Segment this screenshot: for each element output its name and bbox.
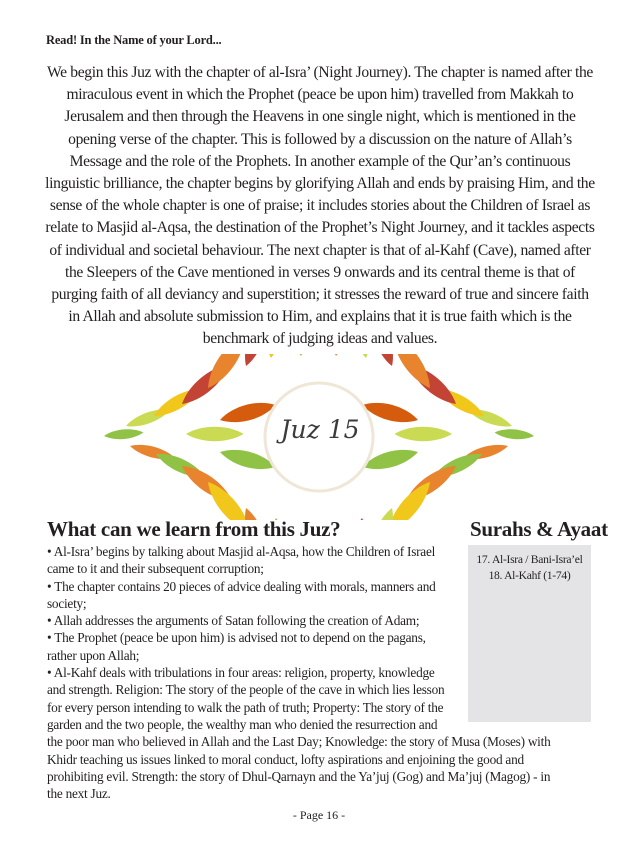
text-line: garden and the two people, the wealthy man who denied the resurrection and [47, 716, 438, 732]
page-number: - Page 16 - [292, 808, 346, 822]
surah-item: 18. Al-Kahf (1-74) [488, 569, 571, 582]
text-line: came to it and their subsequent corruption; [47, 561, 264, 577]
intro-paragraph: We begin this Juz with the chapter of al-Isra’ (Night Journey). The chapter is named after the miraculous event in which the Prophet (peace be upon him) travelled from Makkah to Jerusalem and then through the Heavens in one single night, which is mentioned in the opening verse of the chapter. This is followed by a discussion on the nature of Allah’s Message and the role of the Prophets. In another example of the Qur’an’s continuous linguistic brilliance, the chapter begins by glorifying Allah and ends by praising Him, and the sense of the whole chapter is one of praise; it includes stories about the Children of Israel as relate to Masjid al-Aqsa, the destination of the Prophet’s Night Journey, and it tackles aspects of individual and societal behaviour. The next chapter is that of al-Kahf (Cave), named after the Sleepers of the Cave mentioned in verses 9 onwards and its central theme is that of purging faith of all deviancy and superstition; it stresses the reward of true and sincere faith in Allah and absolute submission to Him, and explains that it is true faith which is the benchmark of judging ideas and values. [45, 64, 595, 348]
text-line: the poor man who believed in Allah and the Last Day; Knowledge: the story of Musa (Moses) with [47, 734, 551, 750]
text-line: • Al-Isra’ begins by talking about Masjid al-Aqsa, how the Children of Israel [47, 544, 436, 559]
surah-item: 17. Al-Isra / Bani-Isra’el [476, 553, 583, 566]
learn-heading: What can we learn from this Juz? [47, 517, 341, 541]
learn-list [47, 543, 587, 802]
surahs-heading: Surahs & Ayaat [470, 517, 608, 541]
page-header: Read! In the Name of your Lord... [46, 33, 222, 47]
text-line: for every person intending to walk the path of truth; Property: The story of the [47, 699, 444, 715]
text-line: • The chapter contains 20 pieces of advice dealing with morals, manners and [47, 578, 436, 594]
juz-emblem-label: Juz 15 [280, 415, 360, 444]
text-line: prohibiting evil. Strength: the story of Dhul-Qarnayn and the Ya’juj (Gog) and Ma’juj (Magog) - in [47, 768, 551, 784]
text-line: • Al-Kahf deals with tribulations in four areas: religion, property, knowledge [47, 665, 435, 681]
text-line: society; [47, 595, 87, 611]
text-line: and strength. Religion: The story of the people of the cave in which lies lesson [47, 682, 445, 698]
text-line: • The Prophet (peace be upon him) is advised not to depend on the pagans, [47, 630, 426, 646]
text-line: rather upon Allah; [47, 647, 140, 663]
text-line: Khidr teaching us issues linked to moral conduct, lofty aspirations and enjoining the good and [47, 751, 524, 767]
text-line: • Allah addresses the arguments of Satan following the creation of Adam; [47, 613, 420, 629]
text-line: the next Juz. [47, 786, 111, 802]
